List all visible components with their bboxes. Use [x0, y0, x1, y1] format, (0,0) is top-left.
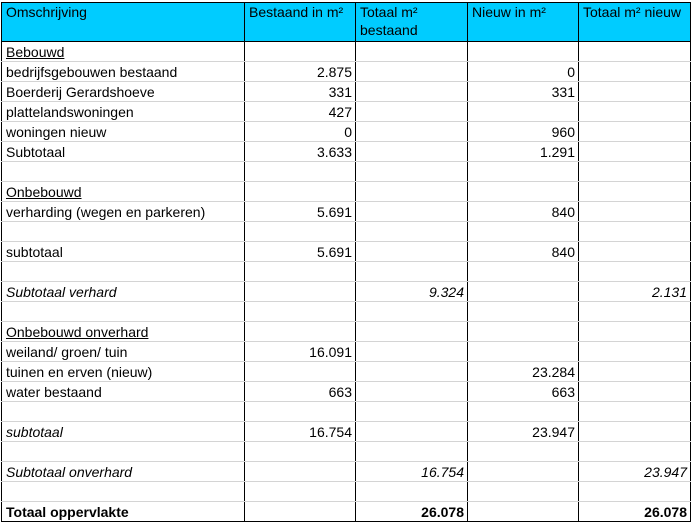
row-label: Boerderij Gerardshoeve	[2, 82, 245, 102]
subtotal-bestaand: 3.633	[245, 142, 356, 162]
grand-total-nieuw: 26.078	[579, 502, 691, 522]
table-row	[2, 342, 691, 362]
row-label: bedrijfsgebouwen bestaand	[2, 62, 245, 82]
section-title-onbebouwd: Onbebouwd	[2, 182, 245, 202]
subtotal-label: subtotaal	[2, 422, 245, 442]
row-nieuw: 23.284	[468, 362, 579, 382]
row-bestaand: 2.875	[245, 62, 356, 82]
table-row	[2, 202, 691, 222]
row-bestaand	[245, 362, 356, 382]
col-header-omschrijving: Omschrijving	[2, 3, 245, 42]
row-nieuw: 0	[468, 62, 579, 82]
table-row	[2, 362, 691, 382]
col-header-nieuw: Nieuw in m²	[468, 3, 579, 42]
row-label: woningen nieuw	[2, 122, 245, 142]
spacer-row	[2, 262, 691, 282]
subtotal-label: Subtotaal	[2, 142, 245, 162]
total-bestaand-verhard: 9.324	[356, 282, 468, 302]
total-label-onverhard: Subtotaal onverhard	[2, 462, 245, 482]
row-bestaand: 16.091	[245, 342, 356, 362]
total-row-onverhard	[2, 462, 691, 482]
row-label: plattelandswoningen	[2, 102, 245, 122]
subtotal-bestaand: 16.754	[245, 422, 356, 442]
subtotal-label: subtotaal	[2, 242, 245, 262]
col-header-bestaand: Bestaand in m²	[245, 3, 356, 42]
row-nieuw: 663	[468, 382, 579, 402]
row-nieuw	[468, 102, 579, 122]
total-nieuw-verhard: 2.131	[579, 282, 691, 302]
section-row-onbebouwd	[2, 182, 691, 202]
subtotal-nieuw: 1.291	[468, 142, 579, 162]
section-row-onverhard	[2, 322, 691, 342]
subtotal-row-bebouwd	[2, 142, 691, 162]
table-row	[2, 102, 691, 122]
spacer-row	[2, 402, 691, 422]
row-nieuw: 331	[468, 82, 579, 102]
total-label-verhard: Subtotaal verhard	[2, 282, 245, 302]
spacer-row	[2, 442, 691, 462]
row-bestaand: 331	[245, 82, 356, 102]
spacer-row	[2, 162, 691, 182]
grand-total-label: Totaal oppervlakte	[2, 502, 245, 522]
subtotal-nieuw: 840	[468, 242, 579, 262]
table-row	[2, 82, 691, 102]
row-label: tuinen en erven (nieuw)	[2, 362, 245, 382]
row-bestaand: 0	[245, 122, 356, 142]
row-bestaand: 5.691	[245, 202, 356, 222]
row-nieuw: 840	[468, 202, 579, 222]
row-label: water bestaand	[2, 382, 245, 402]
header-row	[2, 3, 691, 42]
row-label: verharding (wegen en parkeren)	[2, 202, 245, 222]
area-table	[1, 2, 691, 522]
row-nieuw	[468, 342, 579, 362]
spacer-row	[2, 482, 691, 502]
total-bestaand-onverhard: 16.754	[356, 462, 468, 482]
subtotal-nieuw: 23.947	[468, 422, 579, 442]
row-bestaand: 663	[245, 382, 356, 402]
total-nieuw-onverhard: 23.947	[579, 462, 691, 482]
row-label: weiland/ groen/ tuin	[2, 342, 245, 362]
section-title-bebouwd: Bebouwd	[2, 42, 245, 62]
row-bestaand: 427	[245, 102, 356, 122]
grand-total-bestaand: 26.078	[356, 502, 468, 522]
table-row	[2, 382, 691, 402]
subtotal-row-onbebouwd	[2, 242, 691, 262]
section-row-bebouwd	[2, 42, 691, 62]
grand-total-row	[2, 502, 691, 522]
col-header-totaal-nieuw: Totaal m² nieuw	[579, 3, 691, 42]
subtotal-row-onverhard	[2, 422, 691, 442]
table-row	[2, 62, 691, 82]
col-header-totaal-bestaand: Totaal m² bestaand	[356, 3, 468, 42]
table-row	[2, 122, 691, 142]
row-nieuw: 960	[468, 122, 579, 142]
subtotal-bestaand: 5.691	[245, 242, 356, 262]
total-row-verhard	[2, 282, 691, 302]
spacer-row	[2, 222, 691, 242]
section-title-onverhard: Onbebouwd onverhard	[2, 322, 245, 342]
spacer-row	[2, 302, 691, 322]
